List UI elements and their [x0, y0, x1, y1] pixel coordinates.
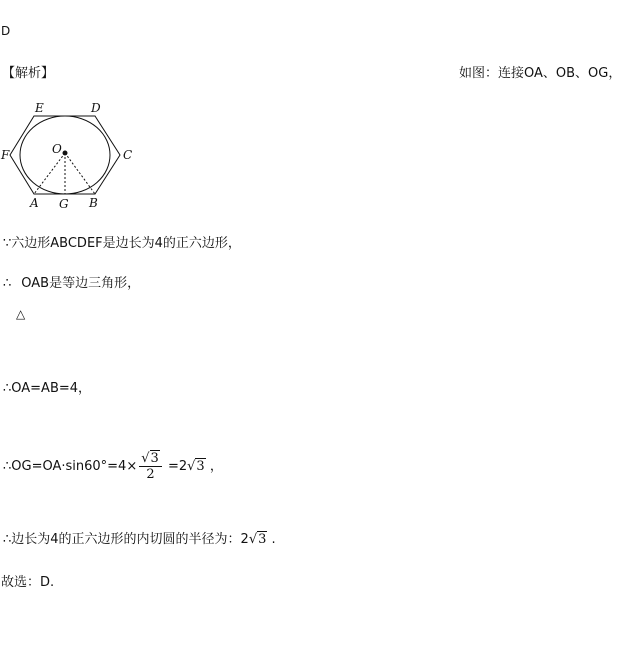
og-formula-mid: =2	[163, 459, 188, 474]
label-a: A	[30, 196, 39, 210]
section-title: 【解析】	[2, 66, 55, 81]
inradius-prefix: ∴边长为4的正六边形的内切圆的半径为：2	[3, 532, 249, 547]
fraction-sqrt3-over-2: $\frac{√3}{2}$	[139, 451, 162, 482]
step-og-formula	[3, 451, 223, 482]
triangle-symbol: △	[16, 307, 26, 321]
og-formula-suffix: ，	[205, 459, 223, 474]
label-d: D	[91, 101, 101, 115]
label-f: F	[1, 148, 10, 162]
step-inradius	[3, 528, 276, 547]
step-hexagon-given: ∵六边形ABCDEF是边长为4的正六边形，	[3, 236, 241, 251]
label-b: B	[89, 196, 98, 210]
fraction-denominator: 2	[146, 467, 155, 482]
inradius-suffix: .	[267, 532, 276, 547]
inradius-sqrt: √3	[248, 532, 267, 547]
label-c: C	[123, 148, 133, 162]
label-o: O	[52, 142, 62, 156]
final-choice: 故选：D.	[1, 575, 55, 590]
step-oa-equals-ab: ∴OA=AB=4，	[3, 381, 92, 396]
hint-text: 如图：连接OA、OB、OG，	[459, 66, 622, 81]
sqrt-three: √3	[187, 459, 205, 474]
label-e: E	[35, 101, 44, 115]
hexagon-figure	[0, 95, 140, 213]
label-g: G	[59, 197, 69, 211]
therefore-symbol: ∴	[3, 276, 12, 291]
step-equilateral	[3, 272, 140, 291]
segment-ob	[65, 153, 95, 194]
equilateral-text: OAB是等边三角形，	[21, 276, 141, 291]
answer-label: D	[1, 24, 11, 38]
segment-oa	[34, 153, 65, 194]
fraction-numerator-radicand: 3	[150, 451, 159, 466]
og-formula-prefix: ∴OG=OA·sin60°=4×	[3, 459, 138, 474]
